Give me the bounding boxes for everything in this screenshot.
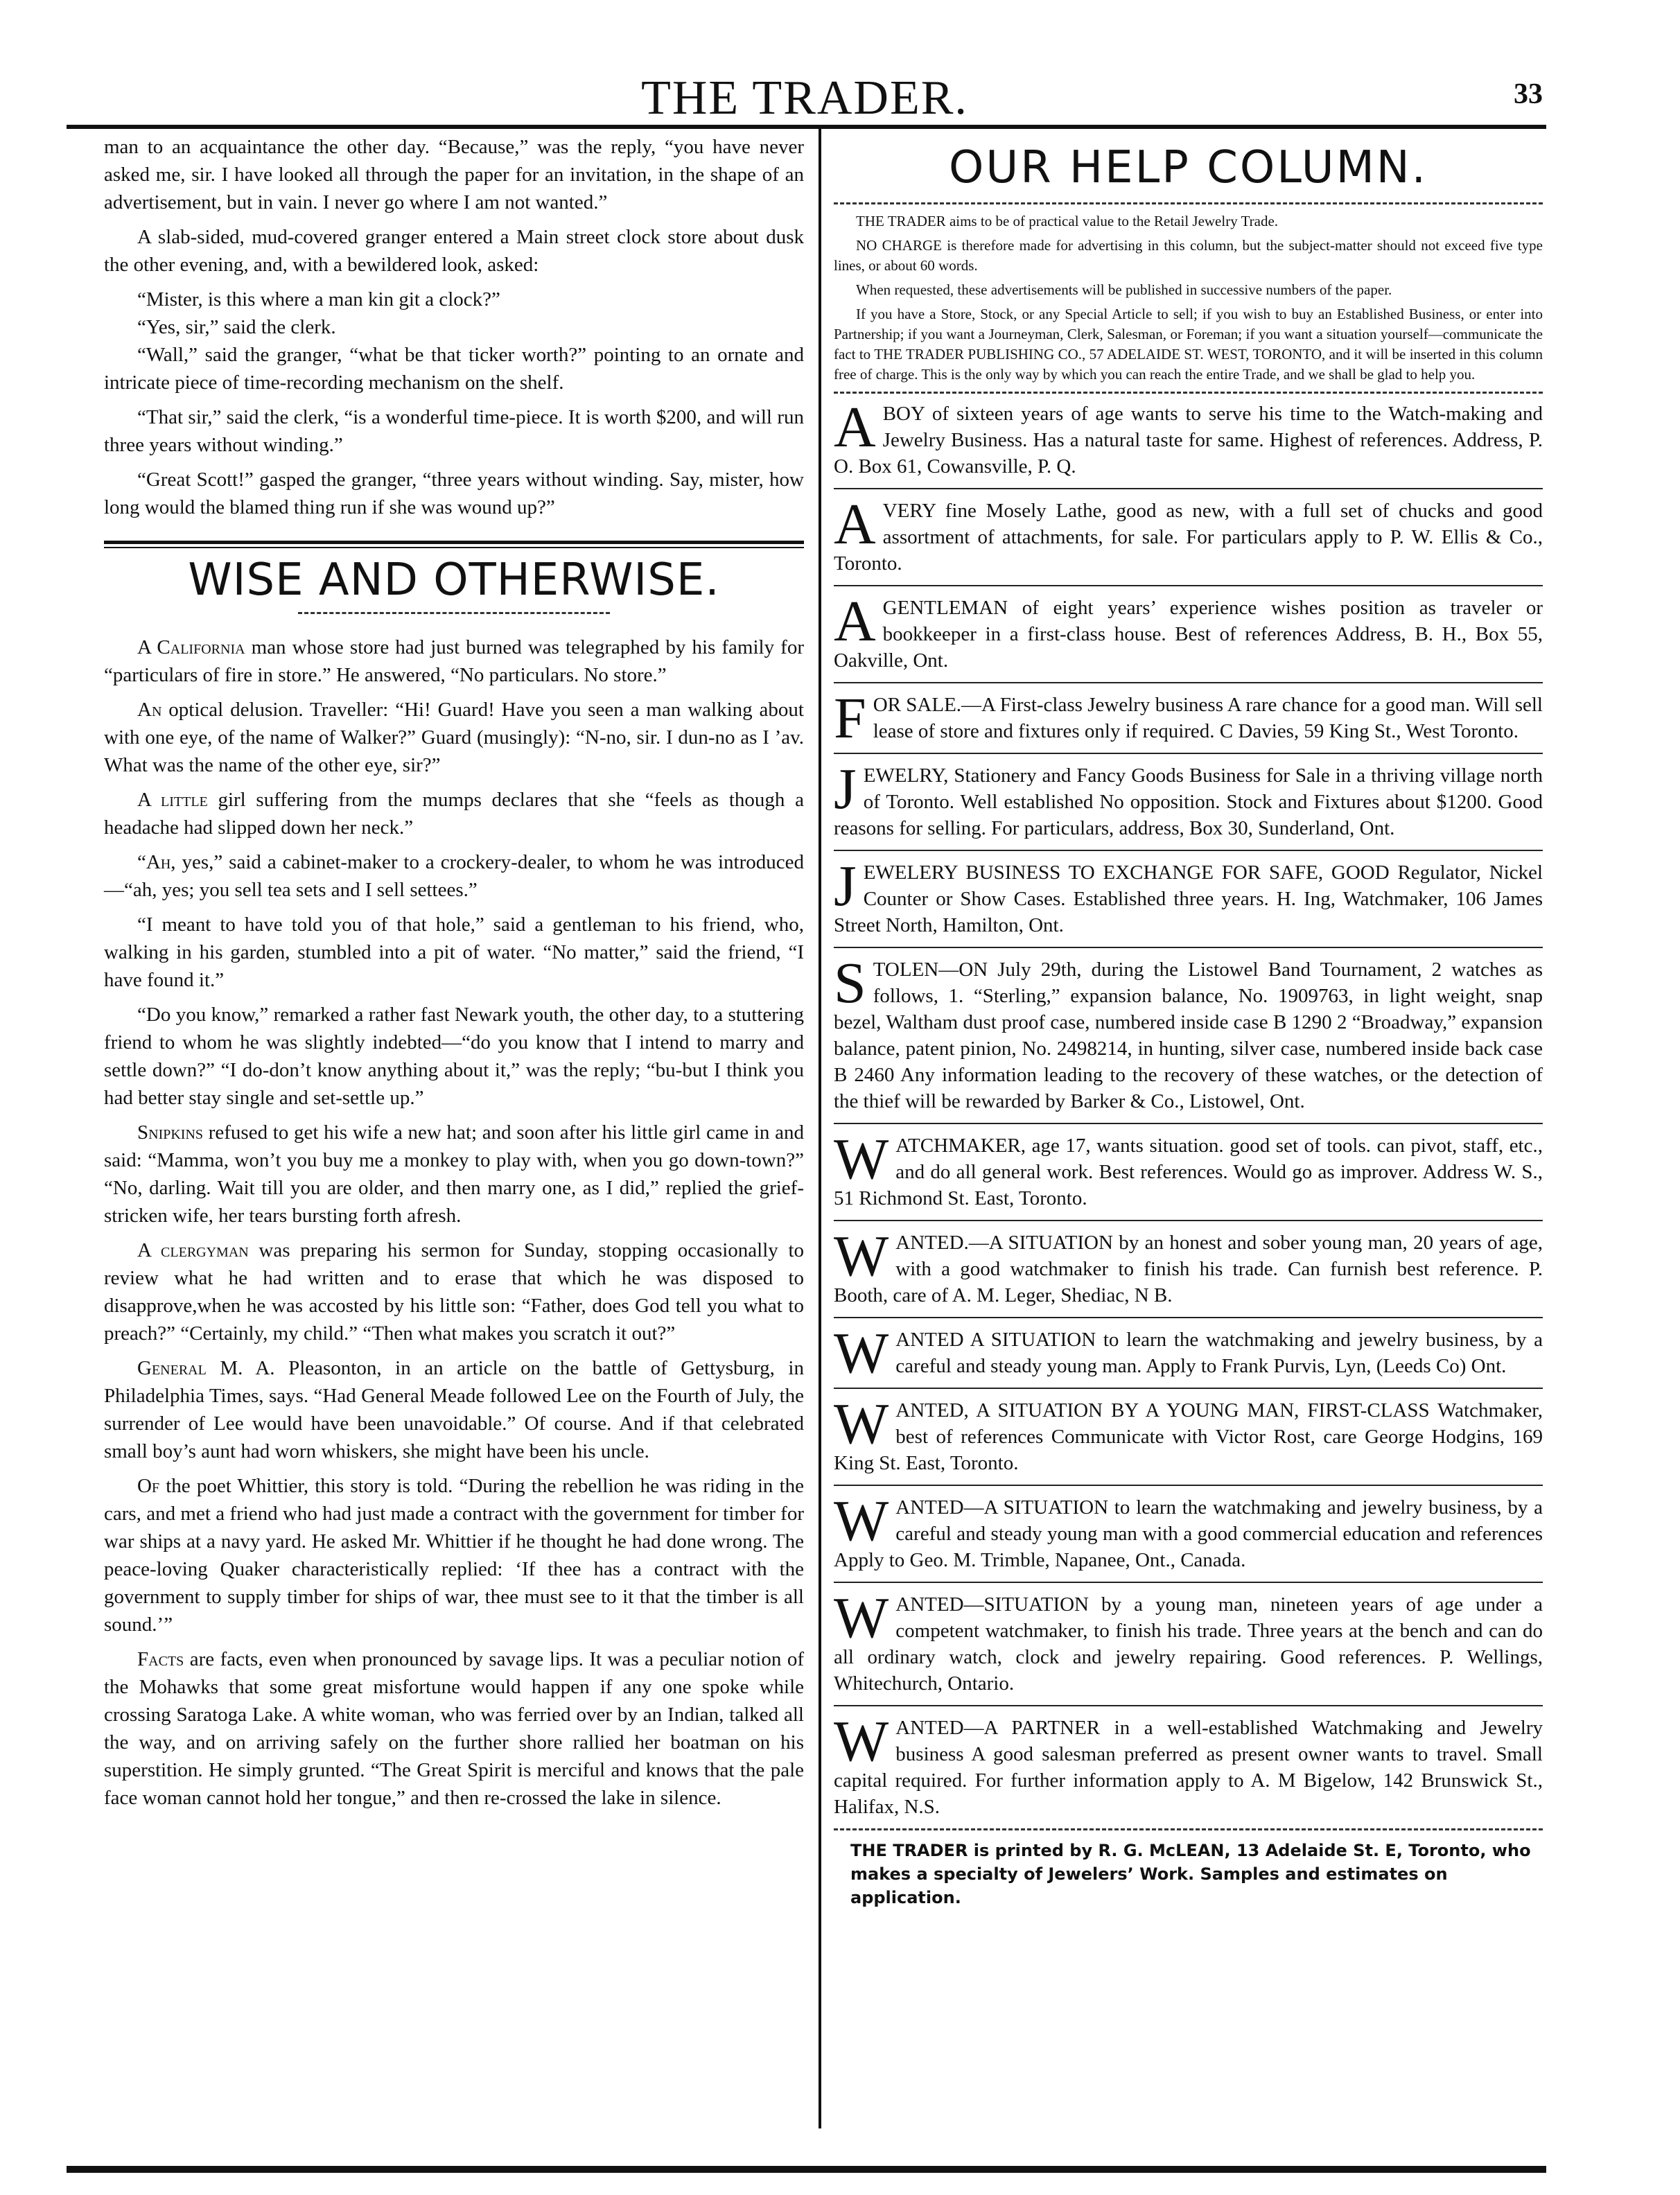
printer-notice: THE TRADER is printed by R. G. McLEAN, 13 Adelaide St. E, Toronto, who makes a specialty of Jewelers’ Work. Samples and estimates on application.	[850, 1841, 1531, 1907]
classified-ad	[834, 854, 1543, 938]
anecdote-text: are facts, even when pronounced by savage lips. It was a peculiar notion of the Mohawks that some great misfortune would happen if any one spoke while crossing Saratoga Lake. A white woman, who was ferried over by an Indian, talked all the way, and on arriving safely on the further shore rallied her boatman on his superstition. He simply grunted. “The Great Spirit is merciful and knows that the pale face woman cannot hold her tongue,” and then re-crossed the lake in silence.	[104, 1648, 804, 1809]
section-rule	[104, 541, 804, 548]
paragraph: “Wall,” said the granger, “what be that ticker worth?” pointing to an ornate and intricate piece of time-recording mechanism on the shelf.	[104, 344, 804, 394]
ad-text: ATCHMAKER, age 17, wants situation. good set of tools. can pivot, staff, etc., and do all general work. Best references. Would go as improver. Address W. S., 51 Richmond St. East, Toronto.	[834, 1135, 1543, 1209]
anecdote-lead: Of	[137, 1475, 160, 1497]
anecdote	[104, 696, 804, 779]
drop-cap: A	[834, 395, 876, 460]
ad-text: ANTED—SITUATION by a young man, nineteen years of age under a competent watchmaker, to finish his trade. Three years at the bench and can do all ordinary watch, clock and jewelry repairing. Good references. P. Wellings, Whitechurch, Ontario.	[834, 1593, 1543, 1695]
anecdote-lead: A clergyman	[137, 1239, 249, 1261]
anecdote	[104, 1645, 804, 1812]
anecdote	[104, 848, 804, 904]
masthead-rule	[67, 125, 1546, 129]
classified-ad	[834, 1709, 1543, 1820]
anecdote-lead: A California	[137, 636, 245, 658]
classified-ad	[834, 1127, 1543, 1212]
ad-text: EWELERY BUSINESS TO EXCHANGE FOR SAFE, GOOD Regulator, Nickel Counter or Show Cases. Established three years. H. Ing, Watchmaker, 106 James Street North, Hamilton, Ont.	[834, 862, 1543, 936]
classified-ad	[834, 1392, 1543, 1476]
classified-ad	[834, 757, 1543, 841]
classified-ad	[834, 589, 1543, 674]
anecdote-text: “I meant to have told you of that hole,” said a gentleman to his friend, who, walking in his garden, stumbled into a pit of water. “No matter,” said the friend, “I have found it.”	[104, 913, 804, 991]
drop-cap: W	[834, 1586, 889, 1650]
ad-separator	[834, 753, 1543, 754]
anecdote-text: optical delusion. Traveller: “Hi! Guard! Have you seen a man walking about with one eye, of the name of Walker?” Guard (musingly): “N-no, sir. I dun-no as I ’av. What was the name of the other eye, sir?”	[104, 699, 804, 776]
ad-separator	[834, 1705, 1543, 1706]
continued-article	[104, 133, 804, 521]
anecdote	[104, 1119, 804, 1230]
anecdote	[104, 1354, 804, 1465]
anecdote-text: girl suffering from the mumps declares that she “feels as though a headache had slipped down her neck.”	[104, 789, 804, 839]
anecdote-text: “Do you know,” remarked a rather fast Newark youth, the other day, to a stuttering friend to whom he was slightly indebted—“do you know that I intend to marry and settle down?” “I do-don’t know anything about it,” was the reply; “bu-but I think you had better stay single and set-settle up.”	[104, 1004, 804, 1109]
drop-cap: F	[834, 686, 866, 751]
anecdotes-list	[104, 633, 804, 1812]
classified-ad	[834, 1321, 1543, 1385]
classified-ad	[834, 1586, 1543, 1697]
drop-cap: A	[834, 589, 876, 654]
ad-separator	[834, 1123, 1543, 1124]
classified-ad	[834, 395, 1543, 480]
drop-cap: J	[834, 854, 857, 918]
help-column-intro	[834, 211, 1543, 385]
drop-cap: W	[834, 1709, 889, 1774]
ad-text: ANTED—A PARTNER in a well-established Watchmaking and Jewelry business A good salesman preferred as present owner wants to travel. Small capital required. For further information apply to A. M Bigelow, 142 Brunswick St., Halifax, N.S.	[834, 1717, 1543, 1818]
page-bottom-rule	[67, 2166, 1546, 2173]
drop-cap: A	[834, 492, 876, 557]
ad-text: ANTED, A SITUATION BY A YOUNG MAN, FIRST-CLASS Watchmaker, best of references Communicate with Victor Rost, care George Hodgins, 169 King St. East, Toronto.	[834, 1399, 1543, 1474]
column-divider	[819, 129, 821, 2128]
anecdote	[104, 911, 804, 994]
drop-cap: W	[834, 1489, 889, 1553]
anecdote	[104, 633, 804, 689]
intro-paragraph: NO CHARGE is therefore made for advertising in this column, but the subject-matter should not exceed five type lines, or about 60 words.	[834, 237, 1543, 274]
drop-cap: S	[834, 951, 866, 1015]
ad-text: ANTED A SITUATION to learn the watchmaking and jewelry business, by a careful and steady young man. Apply to Frank Purvis, Lyn, (Leeds Co) Ont.	[895, 1329, 1543, 1377]
ad-separator	[834, 1485, 1543, 1486]
ad-text: VERY fine Mosely Lathe, good as new, with a full set of chucks and good assortment of attachments, for sale. For particulars apply to P. W. Ellis & Co., Toronto.	[834, 500, 1543, 575]
ad-text: TOLEN—ON July 29th, during the Listowel Band Tournament, 2 watches as follows, 1. “Sterling,” expansion balance, No. 1909763, in light weight, snap bezel, Waltham dust proof case, numbered inside case B 1290 2 “Broadway,” expansion balance, patent pinion, No. 2498214, in hunting, silver case, numbered inside back case B 2460 Any information leading to the recovery of these watches, or the detection of the thief will be rewarded by Barker & Co., Listowel, Ont.	[834, 959, 1543, 1112]
anecdote-text: the poet Whittier, this story is told. “During the rebellion he was riding in the cars, and met a friend who had just made a contract with the government for timber for war ships at a navy yard. He asked Mr. Whittier if he thought he had done wrong. The peace-loving Quaker characteristically replied: ‘If thee has a contract with the government to supply timber for ships of war, thee must see to it that the timber is all sound.’”	[104, 1475, 804, 1636]
anecdote-text: refused to get his wife a new hat; and soon after his little girl came in and said: “Mamma, won’t you buy me a monkey to play with, when you go down-town?” “No, darling. Wait till you are older, and then marry one, as I did,” replied the grief-stricken wife, her tears bursting forth afresh.	[104, 1121, 804, 1227]
drop-cap: W	[834, 1127, 889, 1191]
ad-text: ANTED—A SITUATION to learn the watchmaking and jewelry business, by a careful and steady young man with a good commercial education and references Apply to Geo. M. Trimble, Napanee, Ont., Canada.	[834, 1496, 1543, 1571]
ad-text: BOY of sixteen years of age wants to serve his time to the Watch-making and Jewelry Business. Has a natural taste for same. Highest of references. Address, P. O. Box 61, Cowansville, P. Q.	[834, 403, 1543, 478]
separator-rule	[834, 392, 1543, 394]
classified-ad	[834, 951, 1543, 1114]
intro-paragraph: THE TRADER aims to be of practical value to the Retail Jewelry Trade.	[856, 213, 1279, 229]
classified-ad	[834, 686, 1543, 751]
classified-ads	[834, 395, 1543, 1830]
ad-separator	[834, 850, 1543, 851]
right-column	[834, 133, 1543, 1909]
section-heading: OUR HELP COLUMN.	[949, 142, 1428, 193]
classified-ad	[834, 1224, 1543, 1309]
ad-separator	[834, 488, 1543, 489]
anecdote-lead: An	[137, 699, 162, 721]
ad-text: EWELRY, Stationery and Fancy Goods Business for Sale in a thriving village north of Toronto. Well established No opposition. Stock and Fixtures about $1200. Good reasons for selling. For particulars, address, Box 30, Sunderland, Ont.	[834, 764, 1543, 839]
paragraph: “Mister, is this where a man kin git a clock?”	[137, 288, 500, 311]
ad-separator	[834, 585, 1543, 586]
ornament-rule	[834, 202, 1543, 204]
ad-separator	[834, 1220, 1543, 1221]
anecdote-lead: Facts	[137, 1648, 184, 1670]
paragraph: man to an acquaintance the other day. “Because,” was the reply, “you have never asked me, sir. I have looked all through the paper for an invitation, in the shape of an advertisement, but in vain. I never go where I am not wanted.”	[104, 136, 804, 213]
anecdote-text: M. A. Pleasonton, in an article on the battle of Gettysburg, in Philadelphia Times, says. “Had General Meade followed Lee on the Fourth of July, the surrender of Lee would have been unavoidable.” Of course. And if that celebrated small boy’s aunt had worn whiskers, she might have been his uncle.	[104, 1357, 804, 1462]
section-heading: WISE AND OTHERWISE.	[188, 554, 720, 606]
ad-text: ANTED.—A SITUATION by an honest and sober young man, 20 years of age, with a good watchmaker to finish his trade. Can furnish best reference. P. Booth, care of A. M. Leger, Shediac, N B.	[834, 1232, 1543, 1306]
ornament-rule	[298, 612, 610, 614]
ad-separator	[834, 1317, 1543, 1318]
intro-paragraph: When requested, these advertisements will be published in successive numbers of the paper.	[856, 281, 1392, 298]
classified-ad	[834, 492, 1543, 577]
ad-separator	[834, 682, 1543, 683]
page-number: 33	[1514, 78, 1543, 110]
anecdote-text: yes,” said a cabinet-maker to a crockery-dealer, to whom he was introduced—“ah, yes; you sell tea sets and I sell settees.”	[104, 851, 804, 901]
paragraph: “Great Scott!” gasped the granger, “three years without winding. Say, mister, how long would the blamed thing run if she was wound up?”	[104, 469, 804, 518]
anecdote	[104, 1001, 804, 1112]
paragraph: “Yes, sir,” said the clerk.	[137, 316, 336, 338]
anecdote	[104, 1472, 804, 1638]
left-column	[104, 133, 804, 1819]
drop-cap: W	[834, 1224, 889, 1288]
classified-ad	[834, 1489, 1543, 1573]
ad-separator	[834, 1828, 1543, 1830]
anecdote	[104, 786, 804, 841]
ad-separator	[834, 1388, 1543, 1389]
ad-text: GENTLEMAN of eight years’ experience wishes position as traveler or bookkeeper in a first-class house. Best of references Address, B. H., Box 55, Oakville, Ont.	[834, 597, 1543, 672]
drop-cap: J	[834, 757, 857, 821]
anecdote-lead: Snipkins	[137, 1121, 204, 1144]
intro-paragraph: If you have a Store, Stock, or any Special Article to sell; if you wish to buy an Established Business, or enter into Partnership; if you want a Journeyman, Clerk, Salesman, or Foreman; if you want a situation yourself—communicate the fact to THE TRADER PUBLISHING CO., 57 ADELAIDE ST. WEST, TORONTO, and it will be inserted in this column free of charge. This is the only way by which you can reach the entire Trade, and we shall be glad to help you.	[834, 306, 1543, 383]
anecdote-lead: “Ah,	[137, 851, 176, 873]
masthead	[67, 67, 1543, 125]
anecdote-text: man whose store had just burned was telegraphed by his family for “particulars of fire in store.” He answered, “No particulars. No store.”	[104, 636, 804, 686]
paragraph: “That sir,” said the clerk, “is a wonderful time-piece. It is worth $200, and will run three years without winding.”	[104, 406, 804, 456]
anecdote-lead: General	[137, 1357, 207, 1379]
anecdote-lead: A little	[137, 789, 208, 811]
paragraph: A slab-sided, mud-covered granger entered a Main street clock store about dusk the other evening, and, with a bewildered look, asked:	[104, 226, 804, 276]
ad-text: OR SALE.—A First-class Jewelry business A rare chance for a good man. Will sell lease of store and fixtures only if required. C Davies, 59 King St., West Toronto.	[873, 694, 1543, 742]
newspaper-title: THE TRADER.	[641, 71, 968, 125]
drop-cap: W	[834, 1392, 889, 1456]
anecdote	[104, 1236, 804, 1347]
anecdote-text: was preparing his sermon for Sunday, stopping occasionally to review what he had written and to erase that which he was disposed to disapprove,when he was accosted by his little son: “Father, does God tell you what to preach?” “Certainly, my child.” “Then what makes you scratch it out?”	[104, 1239, 805, 1345]
ad-separator	[834, 947, 1543, 948]
ad-separator	[834, 1582, 1543, 1583]
drop-cap: W	[834, 1321, 889, 1385]
